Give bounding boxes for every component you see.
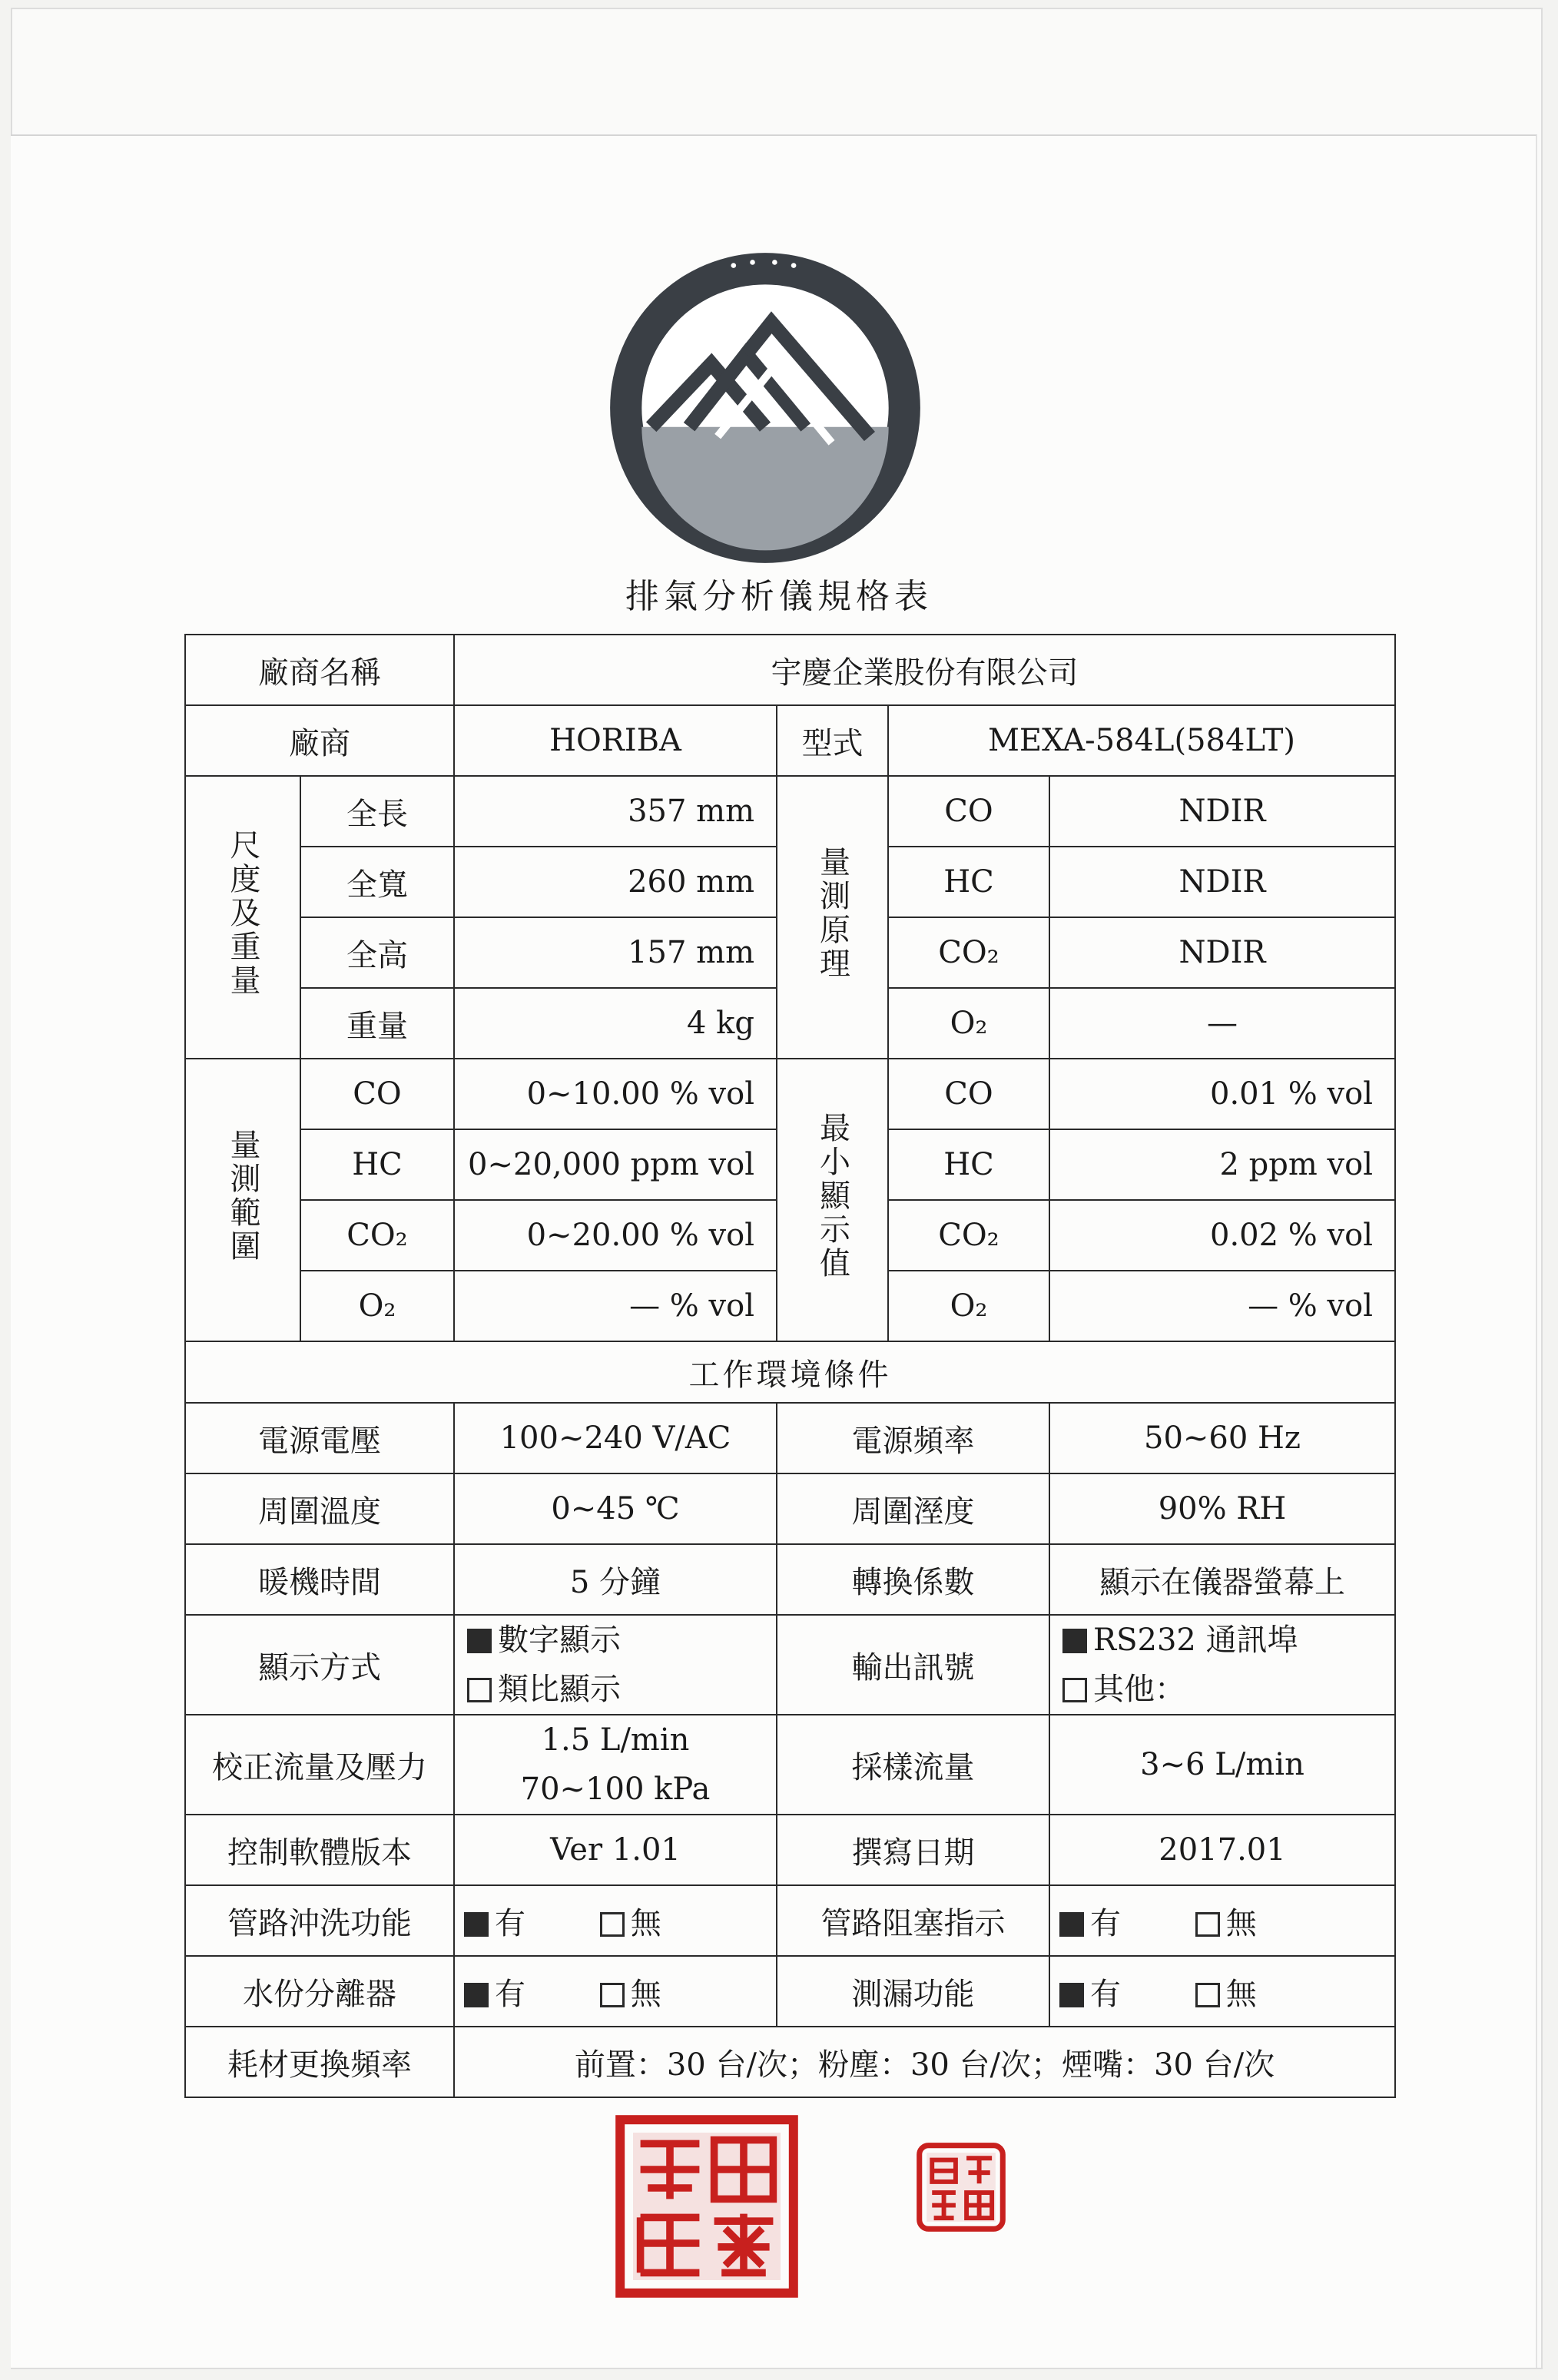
min-display-value: 0.01 % vol bbox=[1049, 1059, 1395, 1129]
dimension-label: 全高 bbox=[300, 917, 454, 988]
representative-seal-icon bbox=[916, 2142, 1006, 2232]
temperature-label: 周圍溫度 bbox=[185, 1473, 454, 1544]
checkbox-empty-icon bbox=[600, 1983, 625, 2007]
leak-test-label: 測漏功能 bbox=[777, 1956, 1049, 2027]
date-value: 2017.01 bbox=[1049, 1815, 1395, 1885]
display-method-label: 顯示方式 bbox=[185, 1615, 454, 1715]
voltage-value: 100~240 V/AC bbox=[454, 1403, 777, 1473]
min-display-gas: CO₂ bbox=[888, 1200, 1049, 1271]
min-display-value: 2 ppm vol bbox=[1049, 1129, 1395, 1200]
option-other-label: 其他： bbox=[1093, 1672, 1185, 1707]
table-row bbox=[185, 1615, 1395, 1715]
principle-value: NDIR bbox=[1049, 917, 1395, 988]
option-analog-label: 類比顯示 bbox=[498, 1672, 621, 1707]
humidity-value: 90% RH bbox=[1049, 1473, 1395, 1544]
min-display-gas: CO bbox=[888, 1059, 1049, 1129]
software-label: 控制軟體版本 bbox=[185, 1815, 454, 1885]
warmup-value: 5 分鐘 bbox=[454, 1544, 777, 1615]
checkbox-empty-icon bbox=[1195, 1912, 1220, 1937]
yes-label: 有 bbox=[495, 1976, 525, 2012]
temperature-value: 0~45 ℃ bbox=[454, 1473, 777, 1544]
min-display-value: — % vol bbox=[1049, 1271, 1395, 1341]
option-digital bbox=[467, 1616, 768, 1665]
principle-value: — bbox=[1049, 988, 1395, 1059]
table-row bbox=[185, 776, 1395, 847]
range-value: 0~10.00 % vol bbox=[454, 1059, 777, 1129]
conversion-value: 顯示在儀器螢幕上 bbox=[1049, 1544, 1395, 1615]
option-digital-label: 數字顯示 bbox=[498, 1623, 621, 1658]
no-label: 無 bbox=[1225, 1905, 1257, 1941]
checkbox-empty-icon bbox=[1062, 1678, 1087, 1702]
checkbox-checked-icon bbox=[467, 1629, 492, 1653]
option-rs232-label: RS232 通訊埠 bbox=[1093, 1623, 1298, 1658]
vendor-name-value: 宇慶企業股份有限公司 bbox=[454, 635, 1395, 705]
env-section-title: 工作環境條件 bbox=[185, 1341, 1395, 1403]
sample-flow-label: 採樣流量 bbox=[777, 1715, 1049, 1815]
frequency-value: 50~60 Hz bbox=[1049, 1403, 1395, 1473]
range-value: — % vol bbox=[454, 1271, 777, 1341]
flush-label: 管路沖洗功能 bbox=[185, 1885, 454, 1956]
min-display-section bbox=[777, 1059, 888, 1341]
range-gas: CO₂ bbox=[300, 1200, 454, 1271]
model-value: MEXA-584L(584LT) bbox=[888, 705, 1395, 776]
spec-table bbox=[184, 634, 1396, 2098]
checkbox-empty-icon bbox=[1195, 1983, 1220, 2007]
yes-label: 有 bbox=[1090, 1976, 1121, 2012]
output-signal-label: 輸出訊號 bbox=[777, 1615, 1049, 1715]
water-separator-options bbox=[454, 1956, 777, 2027]
table-row bbox=[185, 1473, 1395, 1544]
document-title: 排氣分析儀規格表 bbox=[625, 577, 933, 616]
table-row bbox=[185, 1341, 1395, 1403]
software-value: Ver 1.01 bbox=[454, 1815, 777, 1885]
vendor-name-label: 廠商名稱 bbox=[185, 635, 454, 705]
range-section bbox=[185, 1059, 300, 1341]
table-row bbox=[185, 705, 1395, 776]
calibration-label: 校正流量及壓力 bbox=[185, 1715, 454, 1815]
checkbox-checked-icon bbox=[464, 1912, 489, 1937]
dimension-value: 4 kg bbox=[454, 988, 777, 1059]
date-label: 撰寫日期 bbox=[777, 1815, 1049, 1885]
range-gas: CO bbox=[300, 1059, 454, 1129]
range-gas: HC bbox=[300, 1129, 454, 1200]
table-row bbox=[185, 1403, 1395, 1473]
voltage-label: 電源電壓 bbox=[185, 1403, 454, 1473]
water-separator-label: 水份分離器 bbox=[185, 1956, 454, 2027]
agency-logo-icon bbox=[607, 250, 923, 566]
output-signal-options bbox=[1049, 1615, 1395, 1715]
min-display-gas: O₂ bbox=[888, 1271, 1049, 1341]
table-row bbox=[185, 2027, 1395, 2097]
principle-section-label: 量測原理 bbox=[814, 846, 850, 981]
checkbox-checked-icon bbox=[1062, 1629, 1087, 1653]
table-row bbox=[185, 1885, 1395, 1956]
range-gas: O₂ bbox=[300, 1271, 454, 1341]
principle-gas: HC bbox=[888, 847, 1049, 917]
checkbox-checked-icon bbox=[464, 1983, 489, 2007]
principle-value: NDIR bbox=[1049, 776, 1395, 847]
blockage-options bbox=[1049, 1885, 1395, 1956]
company-seal-icon bbox=[615, 2114, 799, 2299]
dimension-value: 260 mm bbox=[454, 847, 777, 917]
warmup-label: 暖機時間 bbox=[185, 1544, 454, 1615]
dimensions-section-label: 尺度及重量 bbox=[225, 829, 260, 998]
calibration-pressure: 70~100 kPa bbox=[520, 1772, 711, 1807]
no-label: 無 bbox=[630, 1905, 661, 1941]
dimension-label: 全寬 bbox=[300, 847, 454, 917]
conversion-label: 轉換係數 bbox=[777, 1544, 1049, 1615]
option-other bbox=[1062, 1665, 1387, 1714]
table-row bbox=[185, 1715, 1395, 1815]
table-row bbox=[185, 1544, 1395, 1615]
min-display-section-label: 最小顯示值 bbox=[814, 1112, 850, 1281]
dimension-label: 重量 bbox=[300, 988, 454, 1059]
principle-gas: CO₂ bbox=[888, 917, 1049, 988]
table-row bbox=[185, 1815, 1395, 1885]
blockage-label: 管路阻塞指示 bbox=[777, 1885, 1049, 1956]
calibration-values bbox=[454, 1715, 777, 1815]
calibration-flow: 1.5 L/min bbox=[541, 1722, 690, 1758]
checkbox-checked-icon bbox=[1059, 1912, 1084, 1937]
checkbox-checked-icon bbox=[1059, 1983, 1084, 2007]
consumable-label: 耗材更換頻率 bbox=[185, 2027, 454, 2097]
range-section-label: 量測範圍 bbox=[225, 1129, 260, 1264]
table-row bbox=[185, 635, 1395, 705]
frequency-label: 電源頻率 bbox=[777, 1403, 1049, 1473]
manufacturer-label: 廠商 bbox=[185, 705, 454, 776]
dimension-value: 357 mm bbox=[454, 776, 777, 847]
display-method-options bbox=[454, 1615, 777, 1715]
leak-test-options bbox=[1049, 1956, 1395, 2027]
dimension-label: 全長 bbox=[300, 776, 454, 847]
yes-label: 有 bbox=[1090, 1905, 1121, 1941]
model-label: 型式 bbox=[777, 705, 888, 776]
principle-gas: O₂ bbox=[888, 988, 1049, 1059]
table-row bbox=[185, 1956, 1395, 2027]
range-value: 0~20,000 ppm vol bbox=[454, 1129, 777, 1200]
principle-gas: CO bbox=[888, 776, 1049, 847]
table-row bbox=[185, 1059, 1395, 1129]
manufacturer-value: HORIBA bbox=[454, 705, 777, 776]
range-value: 0~20.00 % vol bbox=[454, 1200, 777, 1271]
sample-flow-value: 3~6 L/min bbox=[1049, 1715, 1395, 1815]
min-display-gas: HC bbox=[888, 1129, 1049, 1200]
flush-options bbox=[454, 1885, 777, 1956]
principle-value: NDIR bbox=[1049, 847, 1395, 917]
checkbox-empty-icon bbox=[467, 1678, 492, 1702]
dimensions-section bbox=[185, 776, 300, 1059]
option-analog bbox=[467, 1665, 768, 1714]
consumable-value: 前置：30 台/次；粉塵：30 台/次；煙嘴：30 台/次 bbox=[454, 2027, 1395, 2097]
yes-label: 有 bbox=[495, 1905, 525, 1941]
humidity-label: 周圍溼度 bbox=[777, 1473, 1049, 1544]
no-label: 無 bbox=[1225, 1976, 1257, 2012]
principle-section bbox=[777, 776, 888, 1059]
checkbox-empty-icon bbox=[600, 1912, 625, 1937]
dimension-value: 157 mm bbox=[454, 917, 777, 988]
option-rs232 bbox=[1062, 1616, 1387, 1665]
min-display-value: 0.02 % vol bbox=[1049, 1200, 1395, 1271]
no-label: 無 bbox=[630, 1976, 661, 2012]
